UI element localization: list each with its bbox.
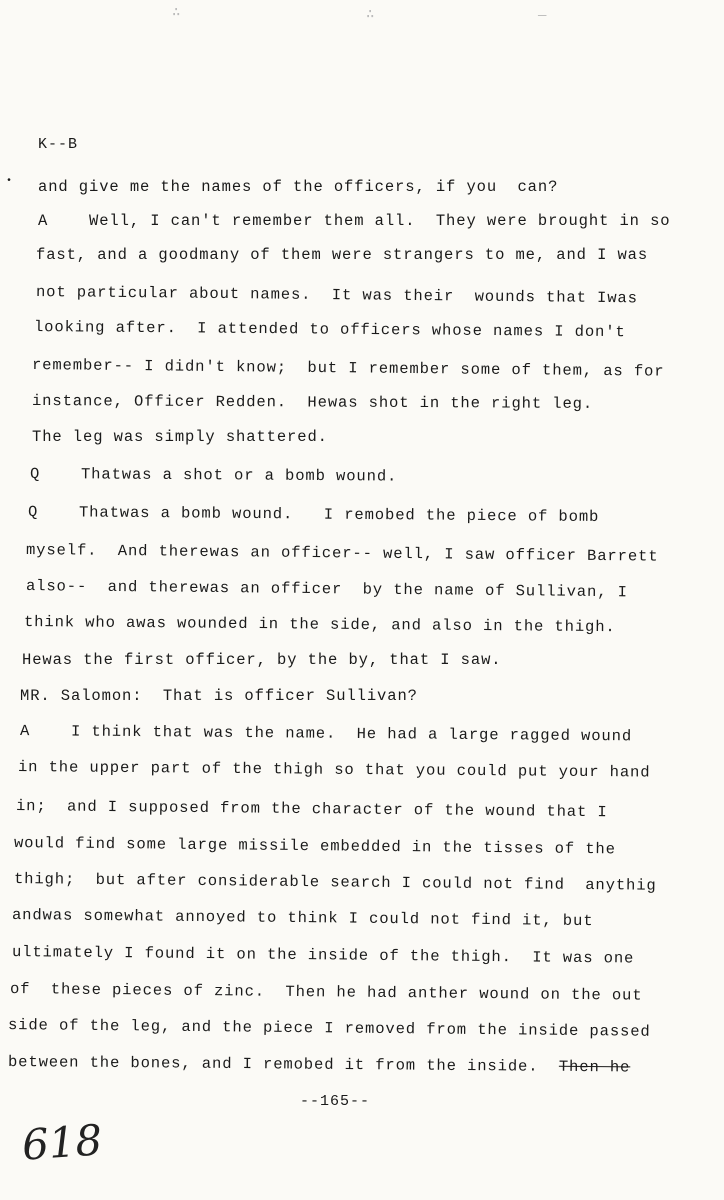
page-header: K--B	[38, 136, 79, 153]
text-line: and give me the names of the officers, if you can?	[38, 178, 559, 196]
text-line: thigh; but after considerable search I could not find anythig	[13, 870, 657, 895]
text-line: ultimately I found it on the inside of the thigh. It was one	[11, 943, 635, 968]
text-line: in; and I supposed from the character of the wound that I	[15, 797, 608, 822]
text-line: in the upper part of the thigh so that you could put your hand	[17, 758, 651, 782]
text-line: fast, and a goodmany of them were strangers to me, and I was	[36, 246, 649, 264]
text-line: also-- and therewas an officer by the name of Sullivan, I	[25, 577, 628, 602]
text-line: think who awas wounded in the side, and also in the thigh.	[23, 613, 616, 637]
text-line: not particular about names. It was their wounds that Iwas	[35, 283, 638, 308]
margin-mark: •	[6, 176, 13, 187]
text-line: andwas somewhat annoyed to think I could not find it, but	[11, 906, 594, 931]
text-line: would find some large missile embedded in the tisses of the	[13, 834, 616, 859]
text-line	[8, 1053, 630, 1076]
text-line: A Well, I can't remember them all. They were brought in so	[38, 212, 671, 230]
scan-smudge: —	[538, 8, 547, 24]
text-line: looking after. I attended to officers whose names I don't	[33, 318, 626, 342]
text-line: MR. Salomon: That is officer Sullivan?	[20, 687, 418, 705]
text-line: instance, Officer Redden. Hewas shot in the right leg.	[31, 392, 594, 413]
text-line: side of the leg, and the piece I removed from the inside passed	[7, 1016, 651, 1041]
text-line-content: between the bones, and I remobed it from the inside.	[7, 1053, 539, 1076]
text-line: Hewas the first officer, by the by, that I saw.	[22, 651, 502, 669]
struck-text: Then he	[558, 1057, 631, 1077]
page-number: --165--	[300, 1093, 371, 1110]
scan-smudge: ∴	[172, 5, 181, 21]
scan-smudge: ∴	[366, 7, 375, 23]
text-line: Q Thatwas a shot or a bomb wound.	[29, 465, 398, 486]
text-line: A I think that was the name. He had a large ragged wound	[19, 722, 633, 746]
text-line: remember-- I didn't know; but I remember some of them, as for	[31, 356, 665, 381]
text-line: Q Thatwas a bomb wound. I remobed the piece of bomb	[27, 503, 600, 526]
text-line: myself. And therewas an officer-- well, I saw officer Barrett	[25, 541, 659, 566]
text-line: of these pieces of zinc. Then he had anther wound on the out	[9, 980, 643, 1005]
text-line: The leg was simply shattered.	[32, 428, 328, 446]
handwritten-number: 618	[20, 1115, 104, 1170]
